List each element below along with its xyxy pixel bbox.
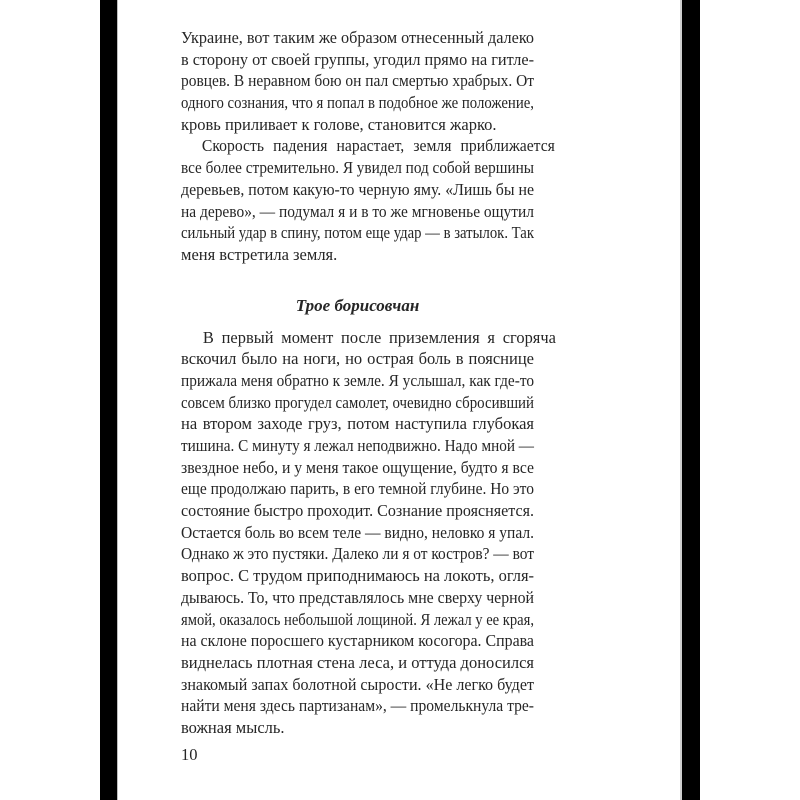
text-line: ровцев. В неравном бою он пал смертью храбрых. От: [181, 71, 534, 91]
text-line: звездное небо, и у меня такое ощущение, будто я все: [181, 457, 534, 477]
page-text: [181, 27, 556, 739]
text-line: прижала меня обратно к земле. Я услышал, как где-то: [181, 370, 534, 390]
text-line: сильный удар в спину, потом еще удар — в затылок. Так: [181, 223, 534, 243]
text-line: Остается боль во всем теле — видно, неловко я упал.: [181, 522, 534, 542]
text-line: ямой, оказалось небольшой лощиной. Я лежал у ее края,: [181, 609, 534, 629]
text-line: вскочил было на ноги, но острая боль в пояснице: [181, 349, 534, 369]
section-heading: Трое борисовчан: [295, 295, 420, 315]
text-line: Украине, вот таким же образом отнесенный далеко: [181, 28, 534, 47]
text-line: знакомый запах болотной сырости. «Не легко будет: [181, 674, 534, 694]
text-line: деревьев, потом какую-то черную яму. «Лишь бы не: [181, 179, 534, 199]
text-line: В первый момент после приземления я сгоряча: [202, 327, 556, 347]
text-line: Однако ж это пустяки. Далеко ли я от костров? — вот: [181, 544, 534, 564]
text-line: одного сознания, что я попал в подобное же положение,: [181, 93, 534, 113]
text-line: на дерево», — подумал я и в то же мгновенье ощутил: [181, 201, 534, 221]
text-line: виднелась плотная стена леса, и оттуда доносился: [181, 652, 534, 672]
right-border: [682, 0, 700, 800]
text-line: кровь приливает к голове, становится жарко.: [181, 114, 497, 134]
paragraph: [181, 135, 555, 265]
paragraph: [181, 327, 556, 739]
text-line: тишина. С минуту я лежал неподвижно. Надо мной —: [181, 436, 534, 455]
text-line: совсем близко прогудел самолет, очевидно сбросивший: [181, 392, 534, 412]
text-line: состояние быстро проходит. Сознание проясняется.: [181, 501, 534, 521]
paragraph: [181, 27, 534, 135]
left-border: [100, 0, 117, 800]
text-line: меня встретила земля.: [181, 244, 338, 264]
text-line: все более стремительно. Я увидел под собой вершины: [181, 158, 534, 178]
page-edge-right: [680, 0, 682, 800]
text-line: вопрос. С трудом приподнимаюсь на локоть, огля-: [181, 566, 534, 586]
text-line: на втором заходе груз, потом наступила глубокая: [181, 414, 534, 434]
text-line: еще продолжаю парить, в его темной глубине. Но это: [181, 479, 534, 499]
page-edge-left: [117, 0, 118, 800]
text-line: в сторону от своей группы, угодил прямо на гитле-: [181, 49, 534, 69]
text-line: Скорость падения нарастает, земля приближается: [201, 136, 555, 156]
text-line: найти меня здесь партизанам», — промелькнула тре-: [181, 696, 534, 716]
page-number: 10: [181, 745, 198, 764]
text-line: дываюсь. То, что представлялось мне сверху черной: [181, 587, 534, 607]
text-line: вожная мысль.: [181, 717, 285, 737]
text-line: на склоне поросшего кустарником косогора. Справа: [181, 631, 534, 651]
